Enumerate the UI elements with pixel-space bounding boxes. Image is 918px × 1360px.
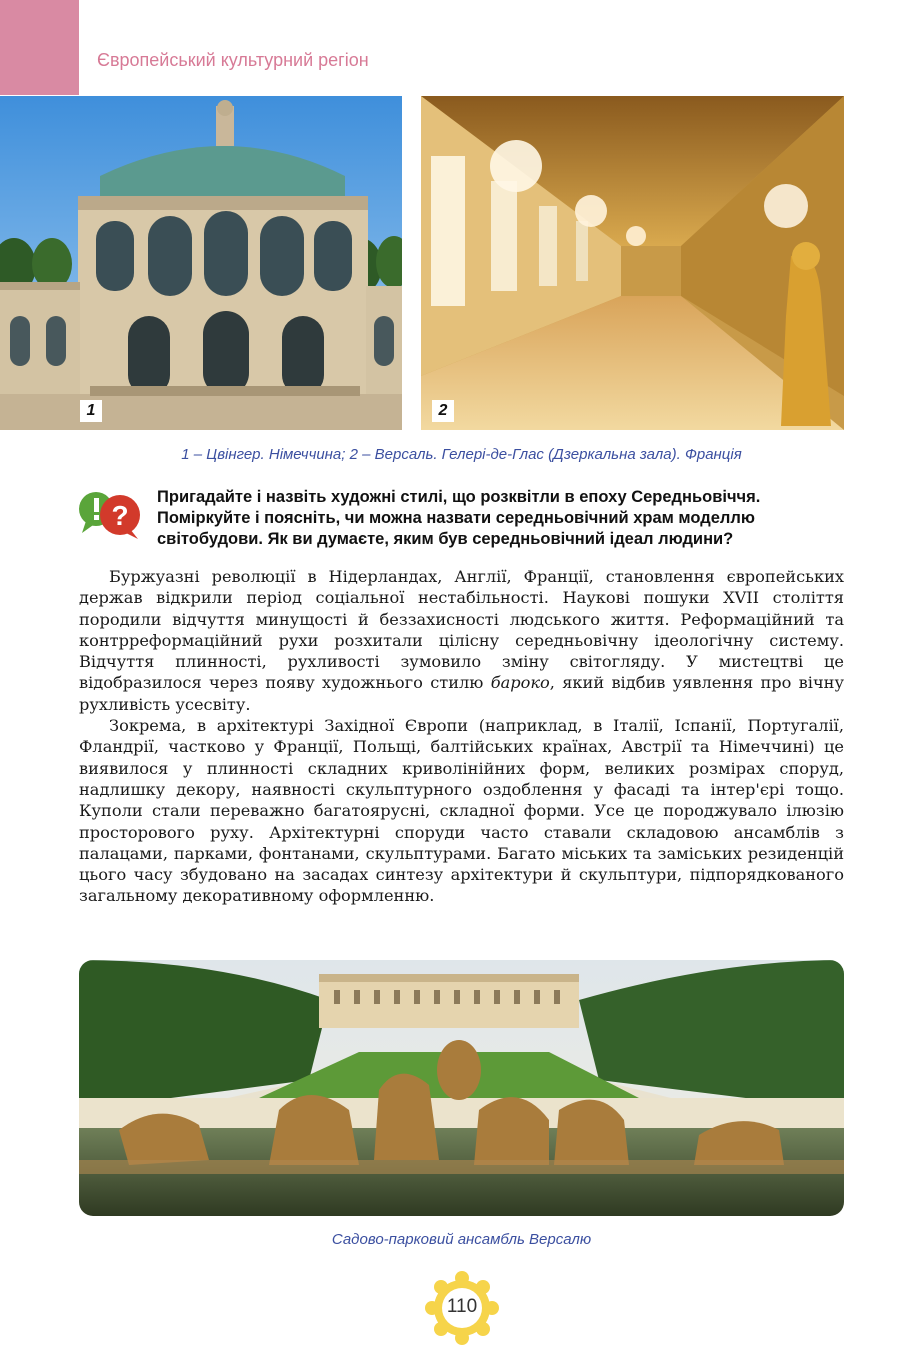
bottom-figure-caption: Садово-парковий ансамбль Версалю [331,1231,592,1248]
question-exclamation-bubbles-icon [78,489,144,543]
term-baroque: бароко [490,673,550,693]
versailles-gardens-photo [79,960,844,1216]
photo-number-2: 2 [432,400,454,422]
paragraph-1: Буржуазні революції в Нідерландах, Англії, Франції, становлення європейських держав відкрили період соціальної нестабільності. Наукові пошуки XVII століття породили відчуття минущості й беззахисності людського життя. Реформаційний та контрреформаційний рухи розхитали цілісну середньовічну ідеологічну систему. Відчуття плинності, рухливості зумовило зміну світогляду. У мистецтві це відобразилося через появу художнього стилю бароко, який відбив уявлення про вічну рухливість усесвіту. [79,567,844,714]
header-accent-bar [0,0,79,95]
svg-text:?: ? [111,500,129,531]
hall-of-mirrors-photo [421,96,844,430]
photo-number-1: 1 [80,400,102,422]
section-title: Європейський культурний регіон [97,50,369,70]
top-figure-caption: 1 – Цвінгер. Німеччина; 2 – Версаль. Гелері-де-Глас (Дзеркальна зала). Франція [181,446,742,463]
paragraph-2: Зокрема, в архітектурі Західної Європи (наприклад, в Італії, Іспанії, Португалії, Фландрії, частково у Франції, Польщі, балтійських країнах, Австрії та Німеччині) це виявилося у плинності складних криволінійних форм, великих розмірах споруд, надлишку декору, наявності скульптурного оздоблення у фасаді та інтер'єрі тощо. Куполи стали переважно багатоярусні, складної форми. Усе це породжувало ілюзію просторового руху. Архітектурні споруди часто ставали складовою ансамблів з палацами, парками, фонтанами, скульптурами. Багато міських та заміських резиденцій цього часу збудовано на засадах синтезу архітектури й скульптури, підпорядкованого загальному декоративному оформленню. [79,716,844,906]
review-question-text: Пригадайте і назвіть художні стилі, що розквітли в епоху Середньовіччя. Поміркуйте і поясніть, чи можна назвати середньовічний храм моделлю світобудови. Як ви думаєте, яким був середньовічний ідеал людини? [157,488,761,548]
page-number: 110 [446,1296,478,1317]
zwinger-photo [0,96,402,430]
page-number-badge [422,1268,502,1348]
body-text [79,566,844,907]
